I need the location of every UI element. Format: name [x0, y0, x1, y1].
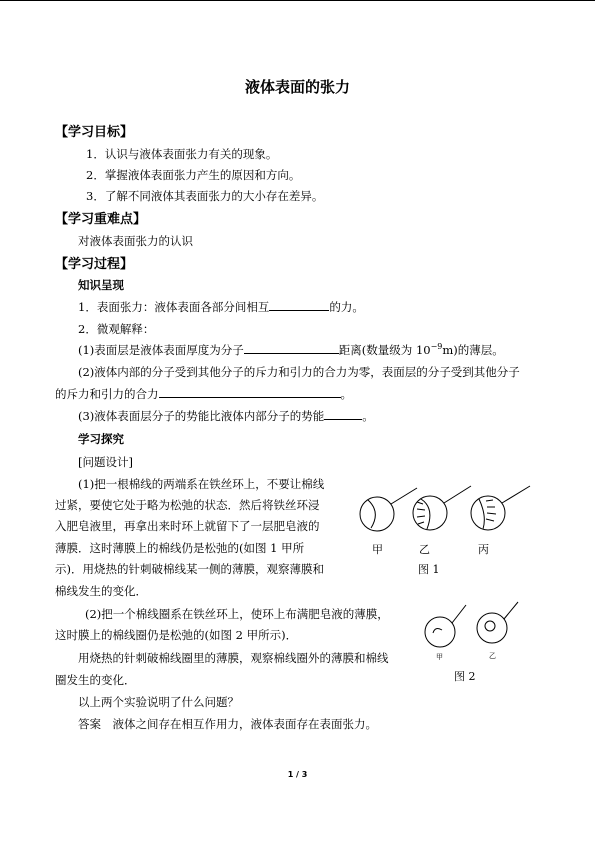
knowledge-line-2: 2．微观解释：: [78, 322, 155, 336]
wire-ring-yi: [477, 613, 507, 643]
exp1-line: (1)把一根棉线的两端系在铁丝环上，不要让棉线: [78, 477, 325, 491]
ring-handle: [444, 486, 471, 503]
cotton-thread: [368, 500, 375, 528]
cotton-loop-round: [485, 621, 495, 631]
key-points-text: 对液体表面张力的认识: [78, 234, 193, 248]
page-top-rule: [0, 0, 595, 1]
figure-1-label: 丙: [478, 543, 489, 556]
figure-2-label: 乙: [489, 652, 496, 660]
exp1-line: 过紧，要使它处于略为松弛的状态．然后将铁丝环浸: [55, 498, 320, 512]
cotton-loop-slack: [433, 629, 442, 633]
blank-line: [159, 386, 341, 398]
cotton-thread: [479, 499, 484, 529]
page-title: 液体表面的张力: [244, 78, 350, 96]
goal-item: 2．掌握液体表面张力产生的原因和方向。: [86, 168, 301, 182]
knowledge-line-3: (1)表面层是液体表面厚度为分子 距离(数量级为 $10^{-9}m$)的薄层。: [78, 342, 504, 357]
exp1-line: 薄膜．这时薄膜上的棉线仍是松弛的(如图 1 甲所: [55, 541, 305, 555]
question-text: 以上两个实验说明了什么问题？: [78, 695, 239, 709]
answer-text: 答案 液体之间存在相互作用力，液体表面存在表面张力。: [78, 717, 377, 731]
problem-design-label: [问题设计]: [78, 455, 133, 469]
blank-line: [324, 408, 362, 420]
ring-handle: [452, 605, 466, 623]
knowledge-line-5: 的斥力和引力的合力 。: [55, 387, 352, 401]
key-points-heading: 【学习重难点】: [55, 212, 147, 227]
figure-1-caption: 图 1: [418, 563, 440, 576]
ring-handle: [504, 602, 518, 619]
exp1-line: 示)．用烧热的针刺破棉线某一侧的薄膜，观察薄膜和: [55, 562, 324, 576]
figure-1-label: 乙: [419, 543, 430, 556]
goal-item: 1．认识与液体表面张力有关的现象。: [86, 147, 278, 161]
exp2-line: (2)把一个棉线圈系在铁丝环上，使环上布满肥皂液的薄膜，: [85, 607, 389, 621]
knowledge-line-6: (3)液体表面层分子的势能比液体内部分子的势能 。: [78, 409, 374, 423]
figure-2-diagram: [418, 600, 528, 655]
film-hatch: [417, 502, 425, 524]
wire-ring-jia: [360, 497, 394, 531]
wire-ring-jia: [425, 617, 455, 647]
film-hatch: [486, 500, 496, 521]
ring-handle: [502, 486, 530, 503]
knowledge-line-4: (2)液体内部的分子受到其他分子的斥力和引力的合力为零，表面层的分子受到其他分子: [78, 365, 520, 379]
goal-item: 3．了解不同液体其表面张力的大小存在差异。: [86, 189, 324, 203]
goals-heading: 【学习目标】: [55, 125, 134, 140]
figure-2-caption: 图 2: [454, 670, 476, 683]
process-heading: 【学习过程】: [55, 257, 134, 272]
ring-handle: [391, 488, 417, 504]
explore-heading: 学习探究: [78, 432, 124, 446]
figure-2-label: 甲: [436, 653, 443, 661]
blank-line: [269, 299, 329, 311]
knowledge-heading: 知识呈现: [78, 278, 124, 292]
page-number: 1 / 3: [287, 770, 308, 779]
exp2-line: 这时膜上的棉线圈仍是松弛的(如图 2 甲所示)．: [55, 628, 298, 642]
exp1-line: 入肥皂液里，再拿出来时环上就留下了一层肥皂液的: [55, 519, 320, 533]
knowledge-line-1: 1．表面张力：液体表面各部分间相互 的力。: [78, 300, 364, 314]
blank-line: [244, 342, 339, 354]
exp2-line: 圈发生的变化．: [55, 673, 136, 687]
figure-1-label: 甲: [372, 543, 383, 556]
exp1-line: 棉线发生的变化．: [55, 584, 147, 598]
figure-1-diagram: [355, 478, 545, 540]
exp2-line: 用烧热的针刺破棉线圈里的薄膜，观察棉线圈外的薄膜和棉线: [78, 651, 389, 665]
